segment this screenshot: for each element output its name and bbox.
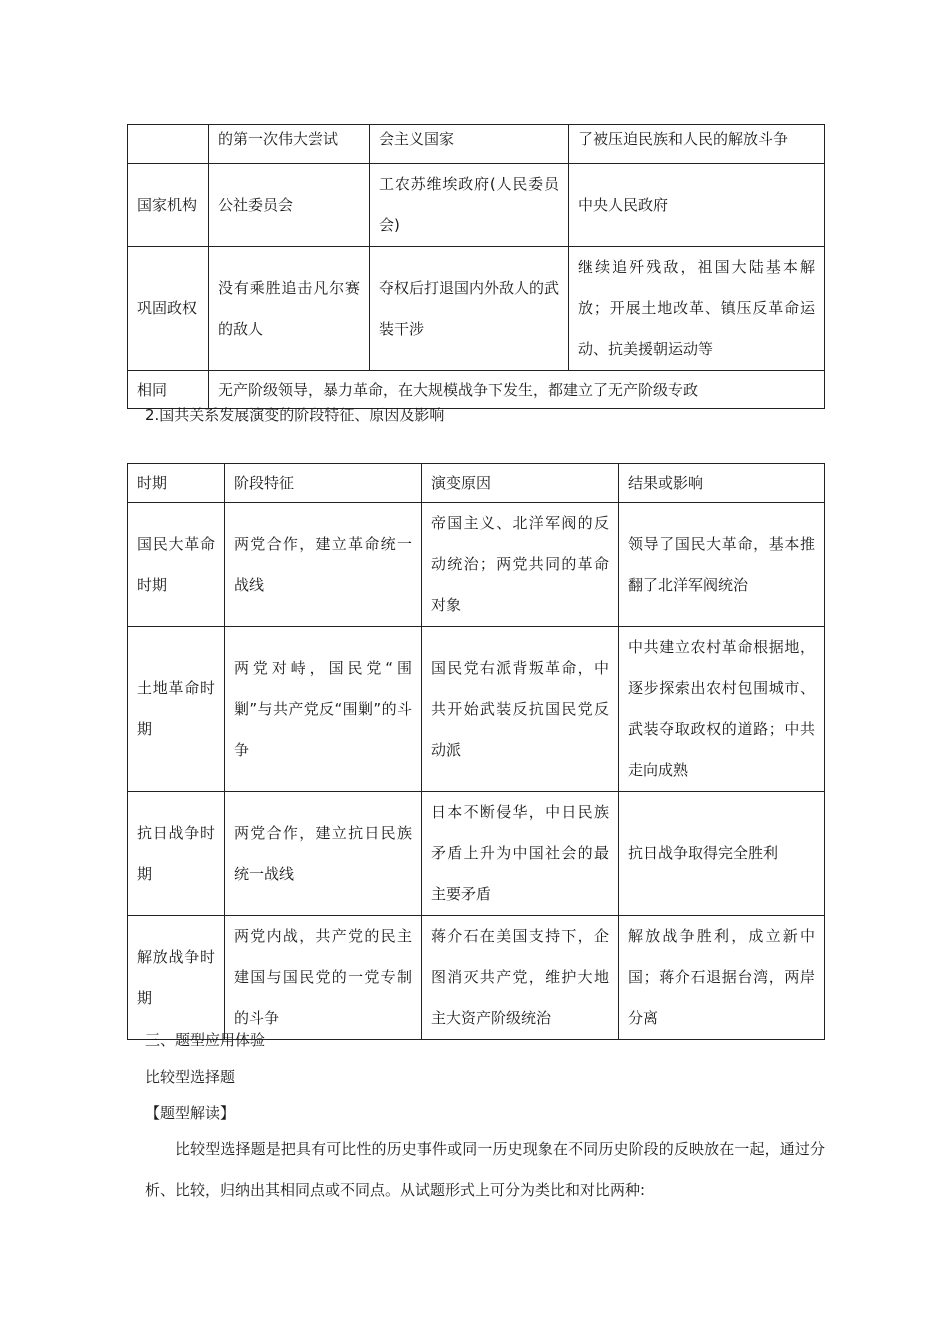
column-header: 阶段特征 (225, 464, 422, 503)
row-header-cell: 巩固政权 (128, 247, 209, 371)
table-row (128, 627, 825, 792)
row-header-cell: 相同 (128, 371, 209, 409)
column-header: 演变原因 (422, 464, 619, 503)
table-cell: 抗日战争取得完全胜利 (619, 792, 825, 916)
table-cell-merged: 无产阶级领导，暴力革命，在大规模战争下发生，都建立了无产阶级专政 (209, 371, 825, 409)
column-header: 结果或影响 (619, 464, 825, 503)
period-cell: 土地革命时期 (128, 627, 225, 792)
period-cell: 解放战争时期 (128, 916, 225, 1040)
table-cell: 没有乘胜追击凡尔赛的敌人 (209, 247, 370, 371)
section-3-title: 三、题型应用体验 (145, 1031, 266, 1049)
table-cell: 两党合作，建立抗日民族统一战线 (225, 792, 422, 916)
table-cell: 两党合作，建立革命统一战线 (225, 503, 422, 627)
table-row (128, 164, 825, 247)
table-row (128, 792, 825, 916)
table-row (128, 371, 825, 409)
reading-heading: 【题型解读】 (145, 1104, 236, 1122)
section-2-title: 2.国共关系发展演变的阶段特征、原因及影响 (145, 406, 445, 424)
subsection-title: 比较型选择题 (145, 1068, 236, 1086)
table-cell: 两党对峙，国民党“围剿”与共产党反“围剿”的斗争 (225, 627, 422, 792)
table-cell: 解放战争胜利，成立新中国；蒋介石退据台湾，两岸分离 (619, 916, 825, 1040)
table-cell: 会主义国家 (370, 125, 569, 164)
table-cell: 了被压迫民族和人民的解放斗争 (569, 125, 825, 164)
table-cell: 的第一次伟大尝试 (209, 125, 370, 164)
table-row (128, 125, 825, 164)
table-cell: 领导了国民大革命，基本推翻了北洋军阀统治 (619, 503, 825, 627)
table-cell (128, 125, 209, 164)
table-cell: 蒋介石在美国支持下，企图消灭共产党，维护大地主大资产阶级统治 (422, 916, 619, 1040)
table-cell: 工农苏维埃政府(人民委员会) (370, 164, 569, 247)
table-header-row (128, 464, 825, 503)
table-cell: 继续追歼残敌，祖国大陆基本解放；开展土地改革、镇压反革命运动、抗美援朝运动等 (569, 247, 825, 371)
table-cell: 中央人民政府 (569, 164, 825, 247)
table-cell: 两党内战，共产党的民主建国与国民党的一党专制的斗争 (225, 916, 422, 1040)
table-cell: 日本不断侵华，中日民族矛盾上升为中国社会的最主要矛盾 (422, 792, 619, 916)
kmt-cpc-relations-table (127, 463, 825, 1040)
table-cell: 公社委员会 (209, 164, 370, 247)
table-row (128, 916, 825, 1040)
body-paragraph: 比较型选择题是把具有可比性的历史事件或同一历史现象在不同历史阶段的反映放在一起，通过分析、比较，归纳出其相同点或不同点。从试题形式上可分为类比和对比两种: (145, 1140, 825, 1199)
table-row (128, 247, 825, 371)
table-row (128, 503, 825, 627)
table-cell: 夺权后打退国内外敌人的武装干涉 (370, 247, 569, 371)
row-header-cell: 国家机构 (128, 164, 209, 247)
period-cell: 抗日战争时期 (128, 792, 225, 916)
table-cell: 中共建立农村革命根据地，逐步探索出农村包围城市、武装夺取政权的道路；中共走向成熟 (619, 627, 825, 792)
table-cell: 帝国主义、北洋军阀的反动统治；两党共同的革命对象 (422, 503, 619, 627)
comparison-table-continued (127, 124, 825, 409)
column-header: 时期 (128, 464, 225, 503)
table-cell: 国民党右派背叛革命，中共开始武装反抗国民党反动派 (422, 627, 619, 792)
period-cell: 国民大革命时期 (128, 503, 225, 627)
